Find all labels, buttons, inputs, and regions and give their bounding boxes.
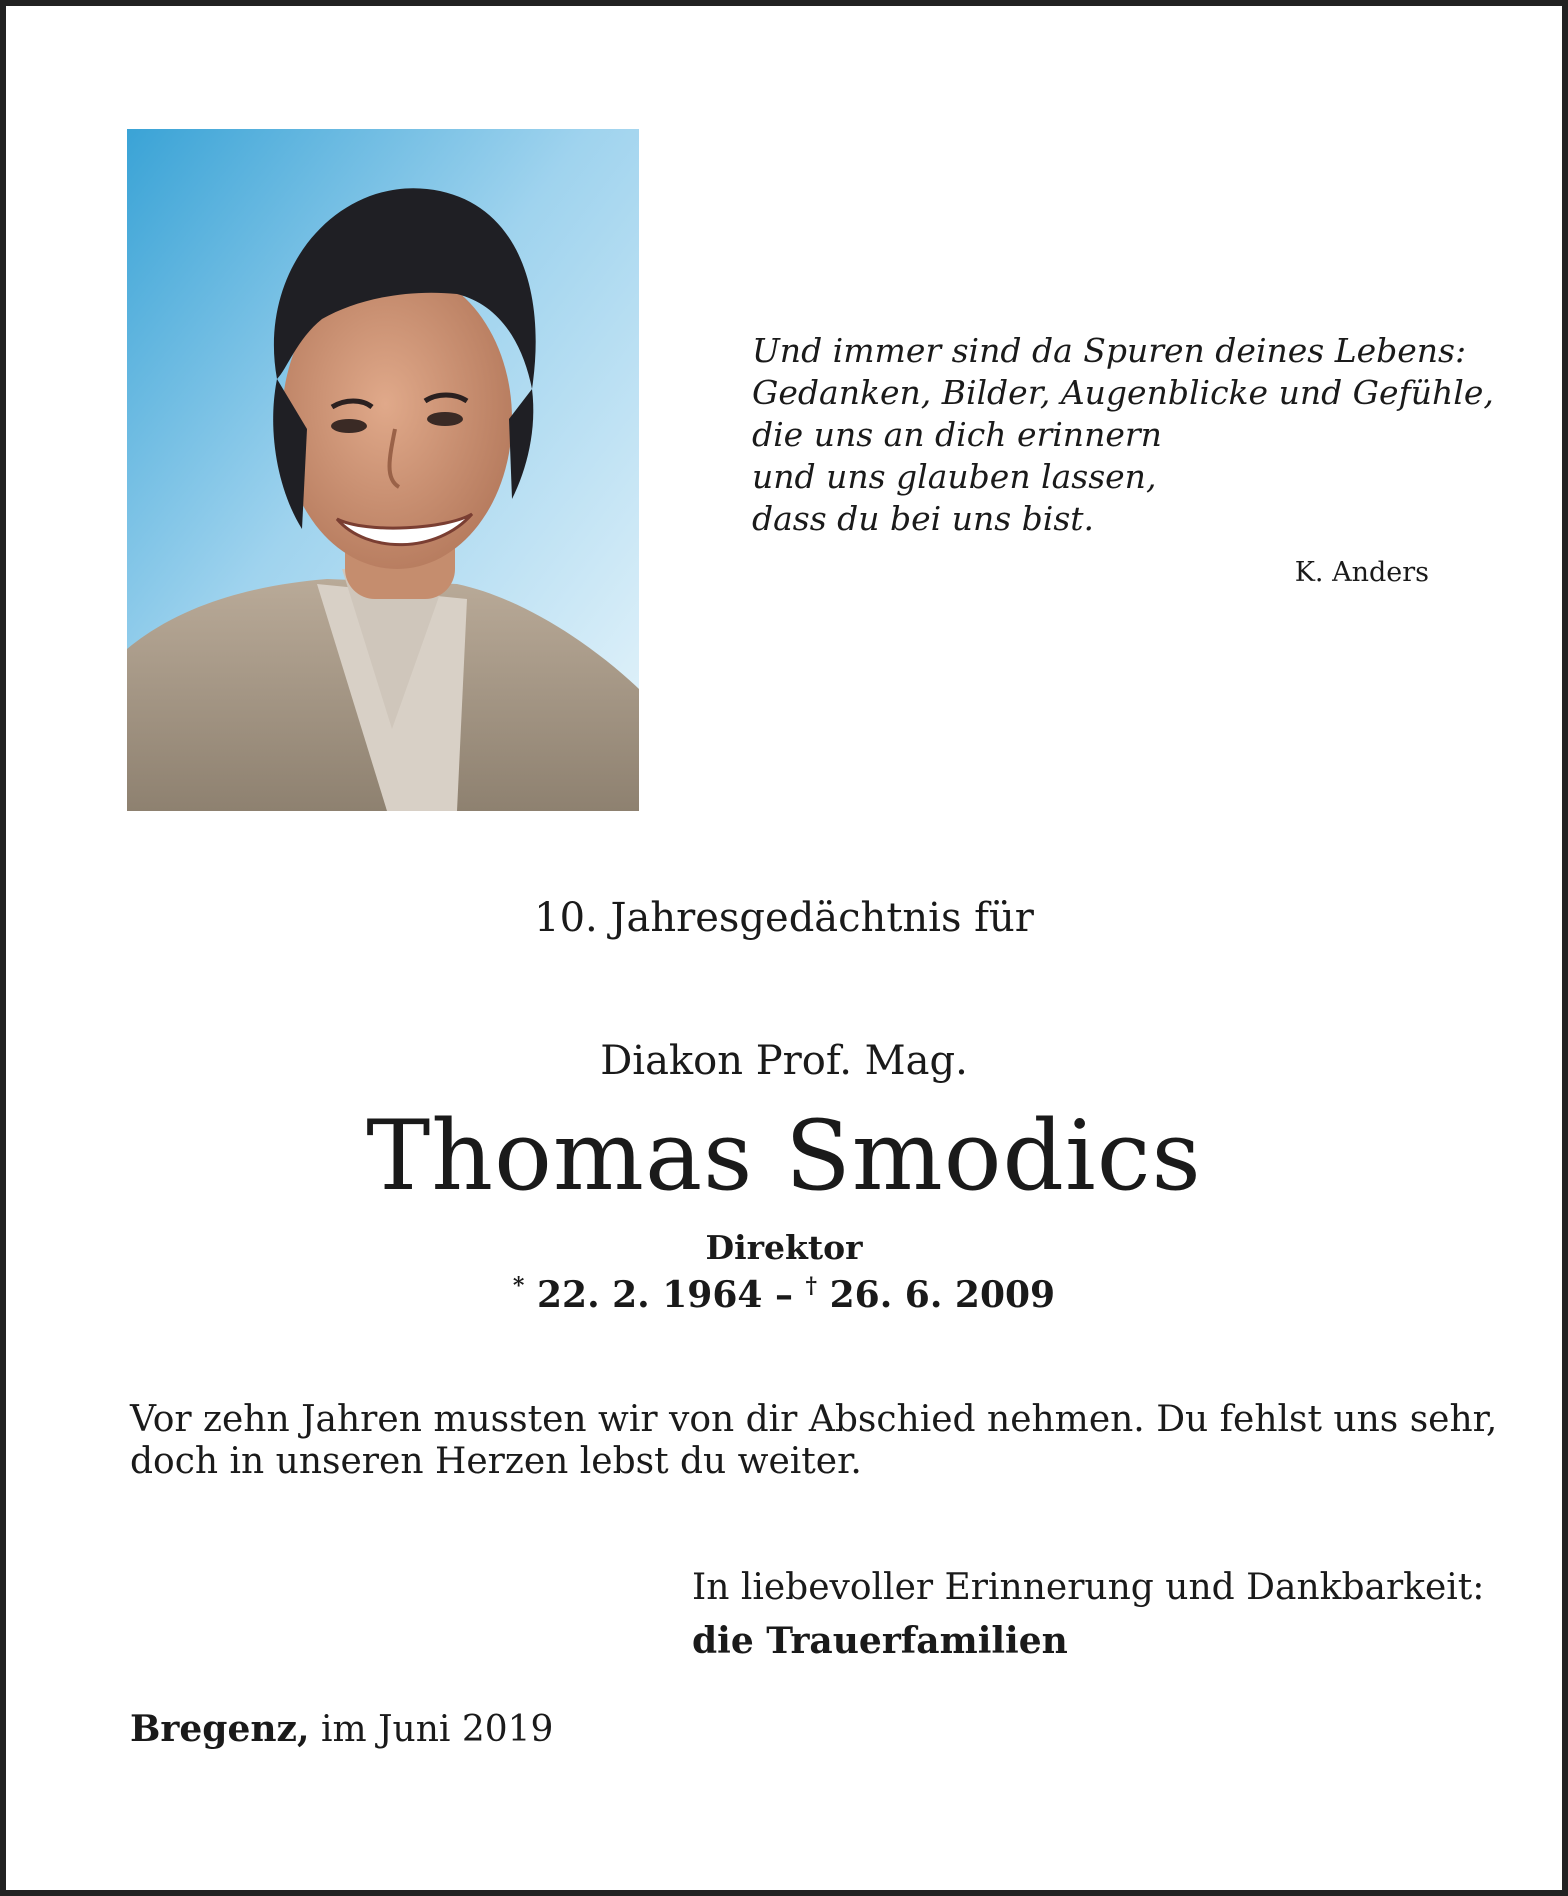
message-line: Vor zehn Jahren mussten wir von dir Abschied nehmen. Du fehlst uns sehr, [130,1399,1498,1440]
place-month: im Juni 2019 [320,1709,554,1750]
remembrance-message [130,1399,1498,1483]
quote-author: K. Anders [1294,557,1429,588]
place-city: Bregenz, [130,1708,310,1750]
closing-line: In liebevoller Erinnerung und Dankbarkeit: [692,1567,1485,1608]
message-line: doch in unseren Herzen lebst du weiter. [130,1441,862,1482]
deceased-name: Thomas Smodics [366,1100,1202,1212]
memorial-quote [752,330,1494,540]
place-date [130,1708,553,1750]
role-title: Direktor [705,1228,863,1267]
death-date: 26. 6. 2009 [829,1274,1056,1316]
birth-symbol: * [512,1273,525,1299]
family-signature: die Trauerfamilien [692,1620,1068,1662]
life-dates [0,1273,1568,1316]
portrait-photo [127,129,639,811]
quote-line: die uns an dich erinnern [752,415,1162,454]
memorial-heading: 10. Jahresgedächtnis für [534,895,1034,941]
honorific-title: Diakon Prof. Mag. [600,1038,968,1084]
quote-line: dass du bei uns bist. [752,499,1095,538]
quote-line: und uns glauben lassen, [752,457,1157,496]
date-separator: – [775,1274,793,1316]
death-symbol: † [805,1273,818,1299]
quote-line: Gedanken, Bilder, Augenblicke und Gefühle, [752,373,1494,412]
quote-line: Und immer sind da Spuren deines Lebens: [752,331,1467,370]
birth-date: 22. 2. 1964 [536,1274,763,1316]
